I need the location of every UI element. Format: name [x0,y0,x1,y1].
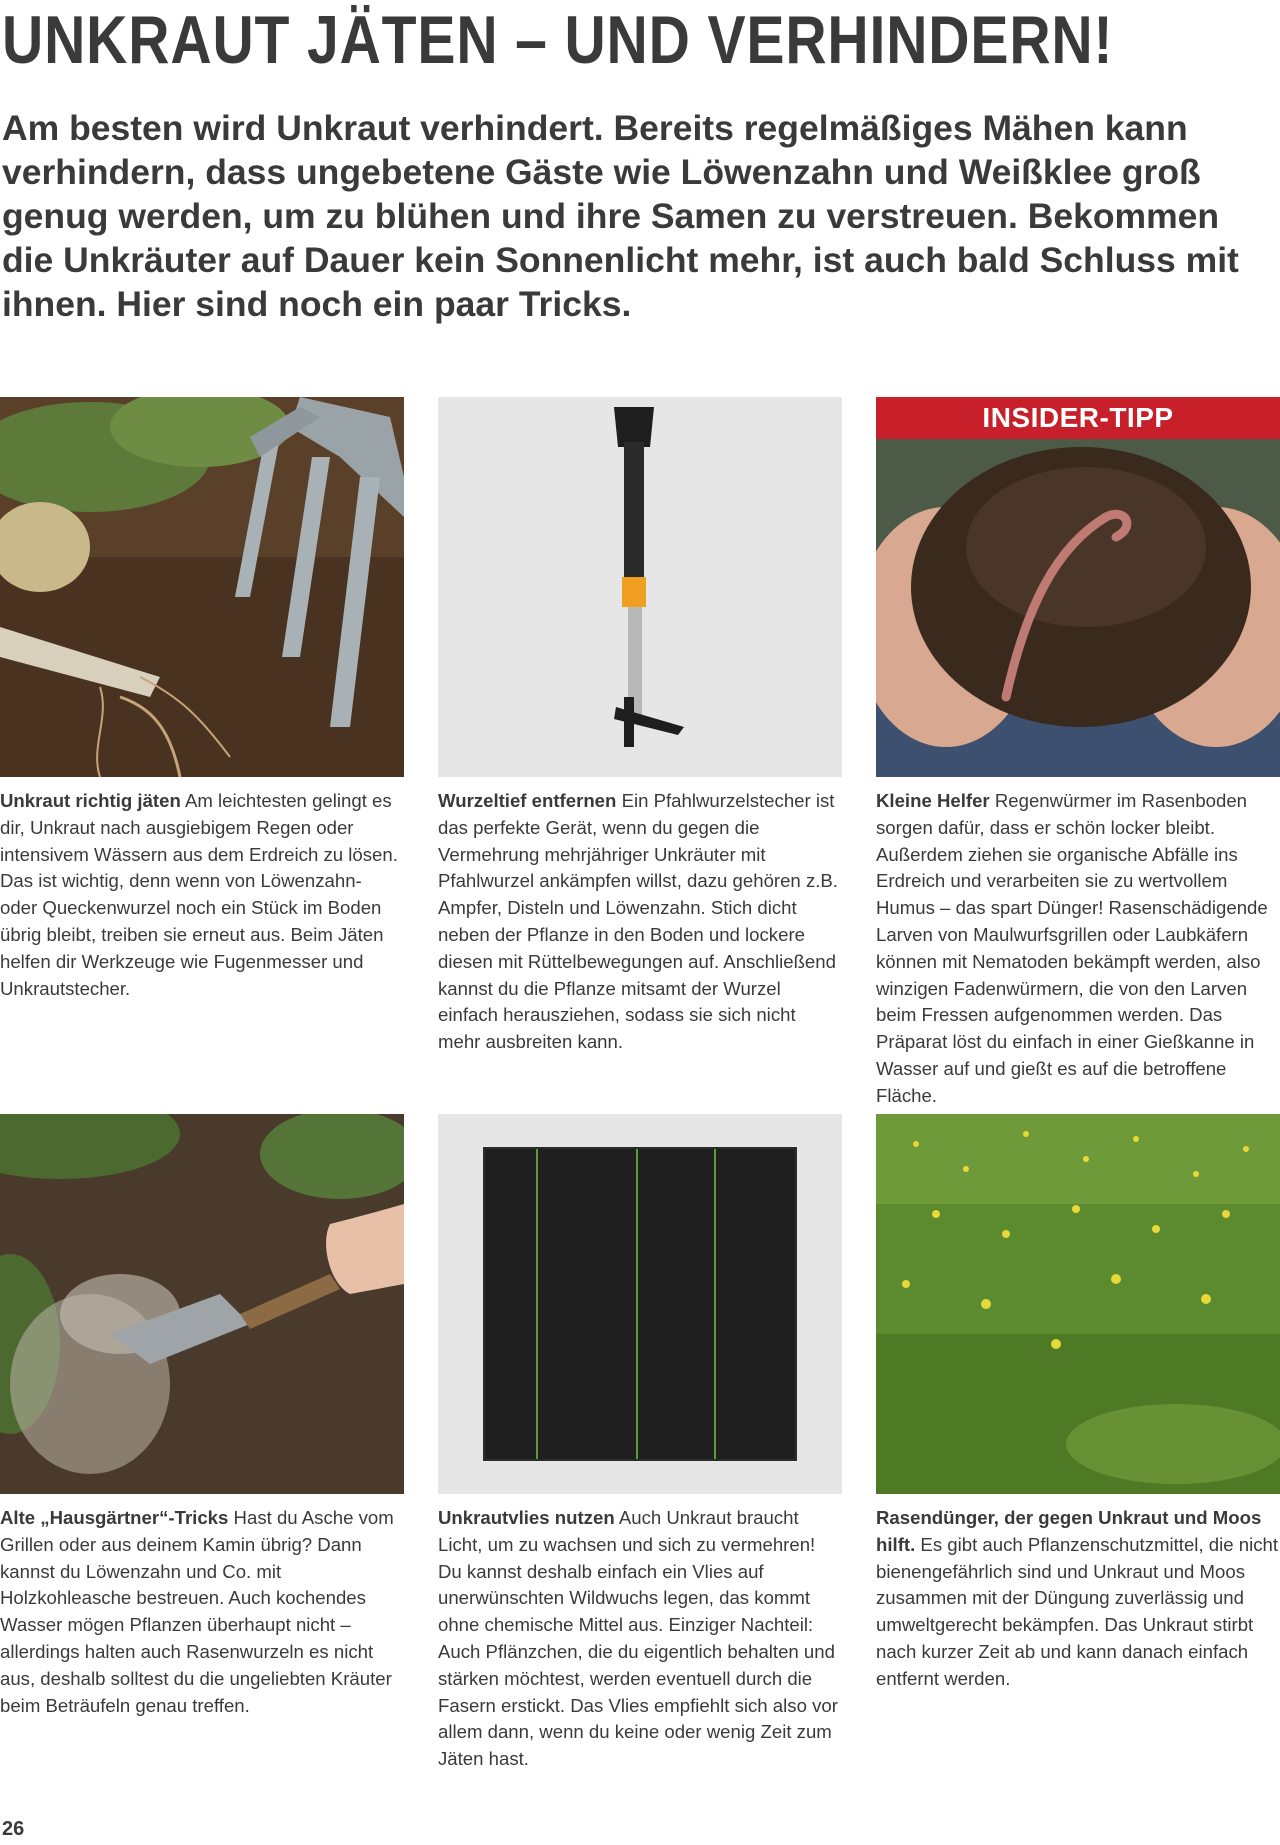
caption-body: Ein Pfahlwurzelstecher ist das perfekte Gerät, wenn du gegen die Vermehrung mehrjähriger Unkräuter mit Pfahlwurzel ankämpfen willst, dazu gehören z.B. Ampfer, Disteln und Löwenzahn. Stich dicht neben der Pflanze in den Boden und lockere diesen mit Rüttelbewegungen auf. Anschließend kannst du die Pflanze mitsamt der Wurzel einfach herausziehen, sodass sie sich nicht mehr ausbreiten kann. [438,790,838,1053]
caption-lawn-fertilizer [876,1505,1280,1693]
caption-home-tricks [0,1505,404,1719]
caption-little-helpers [876,788,1280,1110]
caption-body: Es gibt auch Pflanzenschutzmittel, die nicht bienengefährlich sind und Unkraut und Moos zusammen mit der Düngung zuverlässig und umweltgerecht bekämpfen. Das Unkraut stirbt nach kurzer Zeit ab und kann danach einfach entfernt werden. [876,1533,1279,1689]
caption-heading: Rasendünger, der gegen Unkraut und Moos hilft. [876,1507,1262,1555]
caption-heading: Kleine Helfer [876,790,990,811]
caption-body: Regenwürmer im Rasenboden sorgen dafür, dass er schön locker bleibt. Außerdem ziehen sie organische Abfälle ins Erdreich und verarbeiten sie zu wertvollem Humus – das spart Dünger! Rasenschädigende Larven von Maulwurfsgrillen oder Laubkäfern können mit Nematoden bekämpft werden, also winzigen Fadenwürmern, die von den Larven beim Fressen aufgenommen werden. Das Präparat löst du einfach in einer Gießkanne in Wasser auf und gießt es auf die betroffene Fläche. [876,790,1268,1106]
caption-fleece [438,1505,842,1773]
caption-heading: Unkrautvlies nutzen [438,1507,615,1528]
caption-heading: Unkraut richtig jäten [0,790,181,811]
weed-puller-tool-photo [438,397,842,777]
weeding-fork-photo [0,397,404,777]
caption-body: Auch Unkraut braucht Licht, um zu wachsen und sich zu vermehren! Du kannst deshalb einfach ein Vlies auf unerwünschten Wildwuchs legen, das kommt ohne chemische Mittel aus. Einziger Nachteil: Auch Pflänzchen, die du eigentlich behalten und stärken möchtest, werden eventuell durch die Fasern erstickt. Das Vlies empfiehlt sich also vor allem dann, wenn du keine oder wenig Zeit zum Jäten hast. [438,1507,838,1770]
caption-heading: Alte „Hausgärtner“-Tricks [0,1507,229,1528]
intro-paragraph: Am besten wird Unkraut verhindert. Bereits regelmäßiges Mähen kann verhindern, dass ungebetene Gäste wie Löwenzahn und Weißklee groß genug werden, um zu blühen und ihre Samen zu verstreuen. Bekommen die Unkräuter auf Dauer kein Sonnenlicht mehr, ist auch bald Schluss mit ihnen. Hier sind noch ein paar Tricks. [2,108,1239,324]
ash-trowel-photo [0,1114,404,1494]
page-title: UNKRAUT JÄTEN – UND VERHINDERN! [2,2,1114,78]
dandelion-lawn-photo [876,1114,1280,1494]
caption-body: Am leichtesten gelingt es dir, Unkraut nach ausgiebigem Regen oder intensivem Wässern aus dem Erdreich zu lösen. Das ist wichtig, denn wenn von Löwenzahn- oder Queckenwurzel noch ein Stück im Boden übrig bleibt, treiben sie erneut aus. Beim Jäten helfen dir Werkzeuge wie Fugenmesser und Unkrautstecher. [0,790,398,999]
caption-root-removal [438,788,842,1056]
page-number: 26 [2,1818,25,1840]
caption-body: Hast du Asche vom Grillen oder aus deinem Kamin übrig? Dann kannst du Löwenzahn und Co. mit Holzkohleasche bestreuen. Auch kochendes Wasser mögen Pflanzen überhaupt nicht – allerdings halten auch Rasenwurzeln es nicht aus, deshalb solltest du die ungeliebten Kräuter beim Beträufeln genau treffen. [0,1507,394,1716]
insider-tipp-badge: INSIDER-TIPP [876,397,1280,439]
caption-weeding [0,788,404,1002]
caption-heading: Wurzeltief entfernen [438,790,617,811]
soil-earthworm-photo [876,397,1280,777]
weed-fleece-photo [438,1114,842,1494]
